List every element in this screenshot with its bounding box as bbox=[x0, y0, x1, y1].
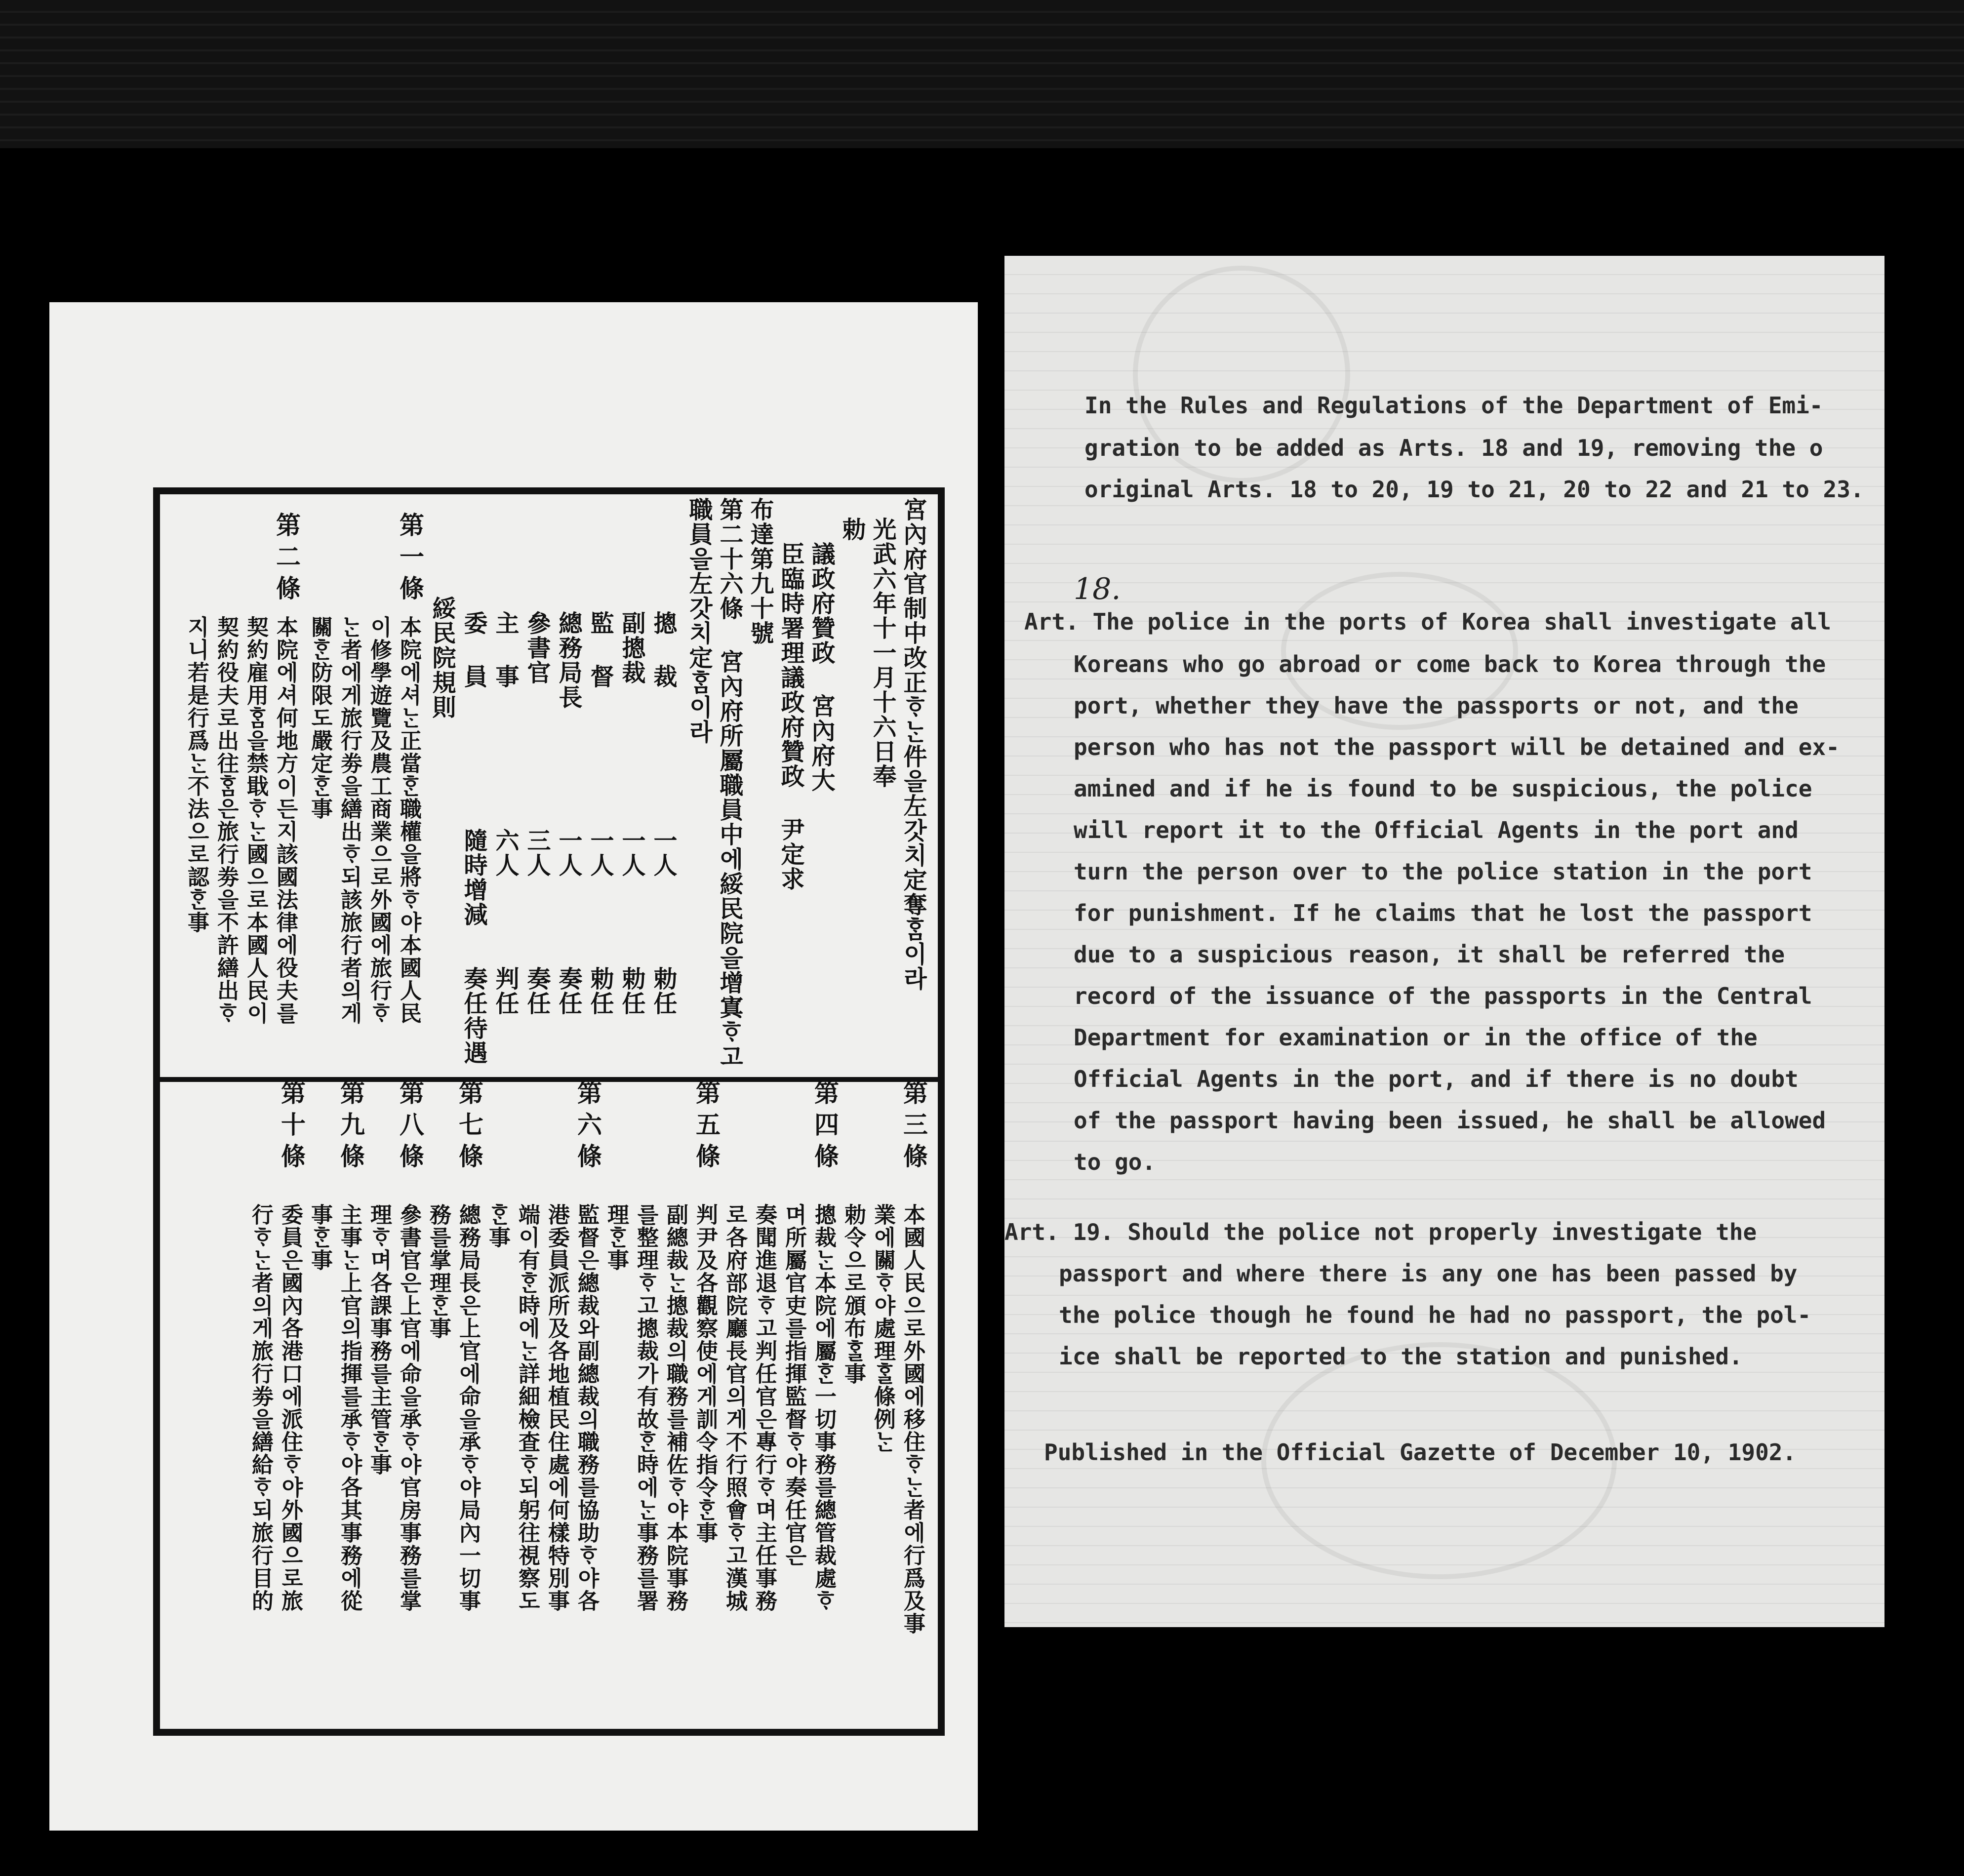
article-18-line: for punishment. If he claims that he lost the passport bbox=[1074, 900, 1812, 926]
article-18-line: Koreans who go abroad or come back to Korea through the bbox=[1074, 651, 1826, 678]
article-line: 監督은總裁와副總裁의職務를協助ᄒᆞ야各 bbox=[574, 1203, 599, 1612]
staff-title: 監 督 bbox=[586, 611, 614, 689]
gazette-page bbox=[49, 302, 978, 1831]
article-line: 本院에셔ᄂᆞᆫ正當ᄒᆞᆫ職權을將ᄒᆞ야本國人民 bbox=[396, 616, 421, 1025]
article-line: 로各府部院廳長官의게不行照會ᄒᆞ고漢城 bbox=[722, 1203, 747, 1612]
staff-count: 一人 bbox=[586, 828, 614, 878]
article-18-line: record of the issuance of the passports in the Central bbox=[1074, 983, 1812, 1009]
article-label: 第九條 bbox=[336, 1080, 365, 1175]
article-label: 第二條 bbox=[272, 512, 301, 607]
staff-rank: 奏任 bbox=[523, 966, 551, 1016]
article-18-line: to go. bbox=[1074, 1149, 1156, 1175]
article-label: 第五條 bbox=[692, 1080, 721, 1175]
article-18-line: of the passport having been issued, he shall be allowed bbox=[1074, 1107, 1826, 1134]
article-line: 契約雇用ᄒᆞᆷ을禁戢ᄒᆞᄂᆞᆫ國으로本國人民이 bbox=[243, 616, 268, 1025]
article-18-line: person who has not the passport will be detained and ex- bbox=[1074, 734, 1840, 760]
article-line: 를整理ᄒᆞ고摠裁가有故ᄒᆞᆫ時에ᄂᆞᆫ事務를署 bbox=[633, 1203, 658, 1612]
article-label: 第一條 bbox=[396, 512, 425, 607]
staff-title: 總務局長 bbox=[555, 611, 582, 710]
staff-count: 一人 bbox=[649, 828, 677, 878]
header-line: 議政府贊政 宮內府大 bbox=[807, 542, 835, 793]
article-line: 本國人民으로外國에移住ᄒᆞᄂᆞᆫ者에行爲及事 bbox=[900, 1203, 925, 1635]
intro-line: gration to be added as Arts. 18 and 19, removing the o bbox=[1084, 435, 1823, 461]
header-line: 布達第九十號 bbox=[746, 497, 774, 645]
article-label: 第八條 bbox=[396, 1080, 425, 1175]
staff-rank: 勅任 bbox=[586, 966, 614, 1016]
staff-title: 委 員 bbox=[460, 611, 487, 689]
article-label: 第三條 bbox=[899, 1080, 928, 1175]
staff-count: 一人 bbox=[555, 828, 582, 878]
staff-count: 六人 bbox=[491, 828, 519, 878]
article-line: 摠裁ᄂᆞᆫ本院에屬ᄒᆞᆫ一切事務를總管裁處ᄒᆞ bbox=[811, 1203, 836, 1612]
article-18-line: will report it to the Official Agents in the port and bbox=[1074, 817, 1799, 843]
header-line: 臣臨時署理議政府贊政 尹定求 bbox=[777, 542, 804, 891]
film-border bbox=[0, 0, 1964, 148]
article-18-line: port, whether they have the passports or not, and the bbox=[1074, 692, 1799, 719]
intro-line: In the Rules and Regulations of the Department of Emi- bbox=[1084, 392, 1823, 419]
article-19-line: the police though he found he had no passport, the pol- bbox=[1059, 1302, 1811, 1328]
header-line: 職員을左갓치定ᄒᆞᆷ이라 bbox=[685, 497, 713, 744]
article-line: 端이有ᄒᆞᆫ時에ᄂᆞᆫ詳細檢査ᄒᆞ되躬往視察도 bbox=[515, 1203, 540, 1612]
article-line: 委員은國內各港口에派住ᄒᆞ야外國으로旅 bbox=[278, 1203, 303, 1612]
header-line: 勅 bbox=[838, 517, 866, 542]
article-line: 勅令으로頒布ᄒᆞᆯ事 bbox=[841, 1203, 866, 1385]
article-18-line: Department for examination or in the office of the bbox=[1074, 1024, 1758, 1051]
article-label: 第四條 bbox=[810, 1080, 840, 1175]
staff-rank: 奏任待遇 bbox=[460, 966, 487, 1065]
translation-page bbox=[1004, 256, 1884, 1627]
staff-rank: 勅任 bbox=[649, 966, 677, 1016]
article-19-line: Art. 19. Should the police not properly investigate the bbox=[1004, 1219, 1757, 1245]
article-line: ᄒᆞᆫ事 bbox=[485, 1203, 510, 1249]
intro-line: original Arts. 18 to 20, 19 to 21, 20 to 22 and 21 to 23. bbox=[1084, 476, 1864, 503]
article-19-line: ice shall be reported to the station and punished. bbox=[1059, 1343, 1743, 1370]
handwritten-number: 18. bbox=[1074, 572, 1121, 606]
staff-title: 摠 裁 bbox=[649, 611, 677, 689]
article-line: 主事ᄂᆞᆫ上官의指揮를承ᄒᆞ야各其事務에從 bbox=[337, 1203, 362, 1612]
staff-title: 副摠裁 bbox=[618, 611, 645, 685]
article-18-line: Art. The police in the ports of Korea shall investigate all bbox=[1024, 608, 1831, 635]
staff-title: 參書官 bbox=[523, 611, 551, 685]
article-18-line: Official Agents in the port, and if there is no doubt bbox=[1074, 1066, 1799, 1092]
staff-rank: 判任 bbox=[491, 966, 519, 1016]
article-line: 理ᄒᆞ며各課事務를主管ᄒᆞᆫ事 bbox=[366, 1203, 392, 1476]
staff-title: 主 事 bbox=[491, 611, 519, 689]
article-label: 第十條 bbox=[277, 1080, 306, 1175]
article-line: 判尹及各觀察使에게訓令指令ᄒᆞᆫ事 bbox=[692, 1203, 718, 1544]
article-line: 業에關ᄒᆞ야處理ᄒᆞᆯ條例ᄂᆞᆫ bbox=[870, 1203, 895, 1453]
article-line: 奏聞進退ᄒᆞ고判任官은專行ᄒᆞ며主任事務 bbox=[752, 1203, 777, 1612]
article-line: 參書官은上官에命을承ᄒᆞ야官房事務를掌 bbox=[396, 1203, 421, 1612]
article-line: 港委員派所及各地植民住處에何樣特別事 bbox=[544, 1203, 569, 1612]
article-line: 契約役夫로出往ᄒᆞᆷ은旅行劵을不許繕出ᄒᆞ bbox=[213, 616, 239, 1025]
regulations-title: 綏民院規則 bbox=[428, 596, 456, 719]
staff-rank: 奏任 bbox=[555, 966, 582, 1016]
header-line: 第二十六條 宮內府所屬職員中에綏民院을增寘ᄒᆞ고 bbox=[716, 497, 743, 1069]
article-line: 行ᄒᆞᄂᆞᆫ者의게旅行劵을繕給ᄒᆞ되旅行目的 bbox=[248, 1203, 273, 1612]
article-line: ᄂᆞᆫ者에게旅行劵을繕出ᄒᆞ되該旅行者의게 bbox=[337, 616, 362, 1025]
article-label: 第六條 bbox=[573, 1080, 602, 1175]
article-line: 理ᄒᆞᆫ事 bbox=[603, 1203, 629, 1272]
article-line: 副總裁ᄂᆞᆫ摠裁의職務를補佐ᄒᆞ야本院事務 bbox=[663, 1203, 688, 1612]
staff-count: 隨時增減 bbox=[460, 828, 487, 927]
article-18-line: turn the person over to the police station in the port bbox=[1074, 858, 1812, 885]
publication-note: Published in the Official Gazette of December 10, 1902. bbox=[1044, 1439, 1797, 1466]
staff-count: 一人 bbox=[618, 828, 645, 878]
article-18-line: amined and if he is found to be suspicious, the police bbox=[1074, 775, 1812, 802]
staff-count: 三人 bbox=[523, 828, 551, 878]
staff-rank: 勅任 bbox=[618, 966, 645, 1016]
article-18-line: due to a suspicious reason, it shall be referred the bbox=[1074, 941, 1785, 968]
header-line: 光武六年十一月十六日奉 bbox=[869, 517, 896, 789]
article-line: 事ᄒᆞᆫ事 bbox=[307, 1203, 332, 1272]
article-19-line: passport and where there is any one has been passed by bbox=[1059, 1260, 1798, 1287]
article-line: 이修學遊覽及農工商業으로外國에旅行ᄒᆞ bbox=[366, 616, 392, 1025]
article-label: 第七條 bbox=[455, 1080, 484, 1175]
article-line: 關ᄒᆞᆫ防限도嚴定ᄒᆞᆫ事 bbox=[307, 616, 332, 820]
article-line: 本院에셔何地方이든지該國法律에役夫를 bbox=[273, 616, 298, 1025]
header-line: 宮內府官制中改正ᄒᆞᄂᆞᆫ件을左갓치定奪ᄒᆞᆷ이라 bbox=[899, 497, 927, 991]
article-line: 며所屬官吏를指揮監督ᄒᆞ야奏任官은 bbox=[781, 1203, 806, 1567]
article-line: 務를掌理ᄒᆞᆫ事 bbox=[426, 1203, 451, 1340]
article-line: 總務局長은上官에命을承ᄒᆞ야局內一切事 bbox=[455, 1203, 481, 1612]
article-line: 지니若是行爲ᄂᆞᆫ不法으로認ᄒᆞᆫ事 bbox=[184, 616, 209, 934]
